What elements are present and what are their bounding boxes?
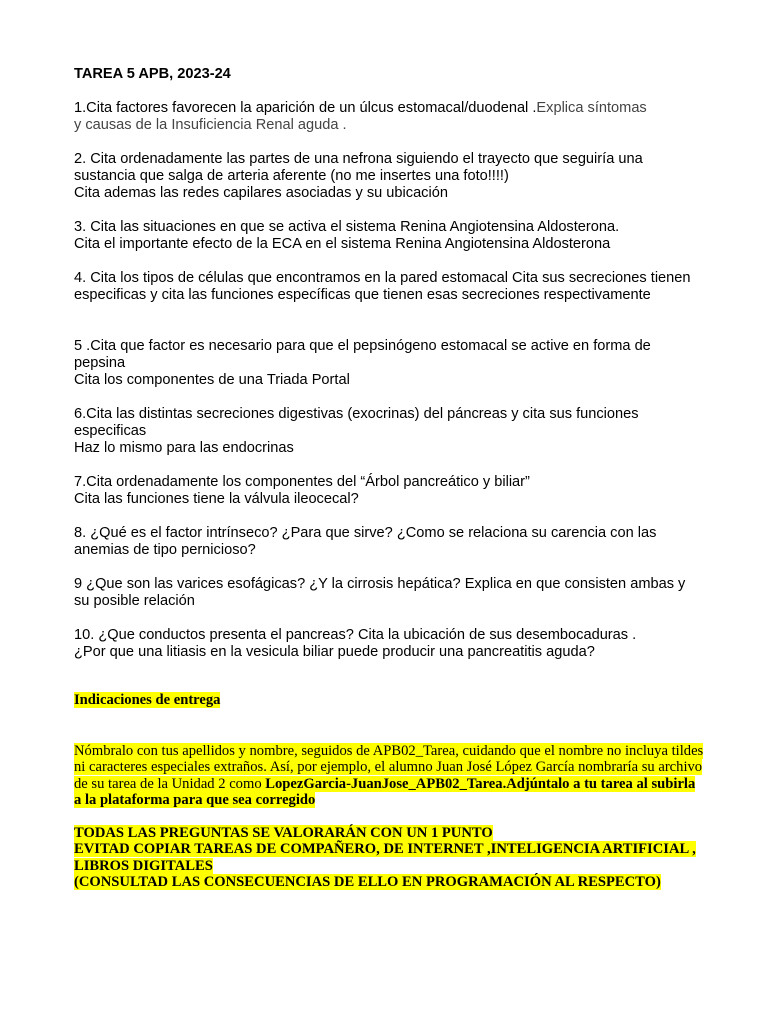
spacer [74, 709, 704, 743]
question-6-text2: Haz lo mismo para las endocrinas [74, 440, 294, 456]
question-6 [74, 406, 704, 457]
question-2-text2: Cita ademas las redes capilares asociadas y su ubicación [74, 185, 448, 201]
question-8 [74, 525, 704, 559]
question-5 [74, 338, 704, 389]
warning-3: (CONSULTAD LAS CONSECUENCIAS DE ELLO EN PROGRAMACIÓN AL RESPECTO) [74, 874, 661, 890]
question-6-text: 6.Cita las distintas secreciones digestivas (exocrinas) del páncreas y cita sus funciones especificas [74, 406, 639, 439]
question-10 [74, 627, 704, 661]
question-7-text2: Cita las funciones tiene la válvula ileocecal? [74, 491, 359, 507]
document-title: TAREA 5 APB, 2023-24 [74, 66, 231, 82]
question-1-gray-text: Explica síntomas [536, 100, 647, 116]
spacer [74, 678, 704, 692]
question-3 [74, 219, 704, 253]
question-2-text: 2. Cita ordenadamente las partes de una nefrona siguiendo el trayecto que seguiría una sustancia que salga de arteria aferente (no me insertes una foto!!!!) [74, 151, 643, 184]
spacer [74, 809, 704, 825]
document-page [74, 66, 704, 891]
question-7 [74, 474, 704, 508]
delivery-instructions-text: Nómbralo con tus apellidos y nombre, seguidos de APB02_Tarea, cuidando que el nombre no incluya tildes ni caracteres especiales extraños. Así, por ejemplo, el alumno Juan José López García nombraría su archivo de su tarea de la Unidad 2 como [74, 742, 704, 792]
question-5-text2: Cita los componentes de una Triada Portal [74, 372, 350, 388]
question-9 [74, 576, 704, 610]
question-5-text: 5 .Cita que factor es necesario para que el pepsinógeno estomacal se active en forma de pepsina [74, 338, 651, 371]
question-10-text2: ¿Por que una litiasis en la vesicula biliar puede producir una pancreatitis aguda? [74, 644, 595, 660]
warning-1: TODAS LAS PREGUNTAS SE VALORARÁN CON UN 1 PUNTO [74, 824, 493, 841]
question-1-line2: y causas de la Insuficiencia Renal aguda . [74, 117, 347, 133]
question-3-text2: Cita el importante efecto de la ECA en el sistema Renina Angiotensina Aldosterona [74, 236, 611, 252]
delivery-filename-instructions: LopezGarcia-JuanJose_APB02_Tarea.Adjúntalo a tu tarea al subirla a la plataforma para que sea corregido [74, 775, 696, 808]
question-4 [74, 270, 704, 304]
question-3-text: 3. Cita las situaciones en que se activa el sistema Renina Angiotensina Aldosterona. [74, 219, 620, 235]
delivery-instructions [74, 743, 704, 809]
question-4-text: 4. Cita los tipos de células que encontramos en la pared estomacal Cita sus secreciones tienen especificas y cita las funciones específicas que tienen esas secreciones respectivamente [74, 270, 691, 303]
question-9-text: 9 ¿Que son las varices esofágicas? ¿Y la cirrosis hepática? Explica en que consisten ambas y su posible relación [74, 576, 686, 609]
spacer [74, 321, 704, 338]
delivery-heading: Indicaciones de entrega [74, 692, 221, 708]
question-1-text: 1.Cita factores favorecen la aparición de un úlcus estomacal/duodenal . [74, 100, 537, 116]
question-8-text: 8. ¿Qué es el factor intrínseco? ¿Para que sirve? ¿Como se relaciona su carencia con las anemias de tipo pernicioso? [74, 525, 657, 558]
question-1 [74, 100, 704, 134]
question-10-text: 10. ¿Que conductos presenta el pancreas? Cita la ubicación de sus desembocaduras . [74, 627, 637, 643]
warning-2: EVITAD COPIAR TAREAS DE COMPAÑERO, DE INTERNET ,INTELIGENCIA ARTIFICIAL , LIBROS DIGITALES [74, 841, 696, 874]
question-7-text: 7.Cita ordenadamente los componentes del “Árbol pancreático y biliar” [74, 474, 530, 490]
question-2 [74, 151, 704, 202]
